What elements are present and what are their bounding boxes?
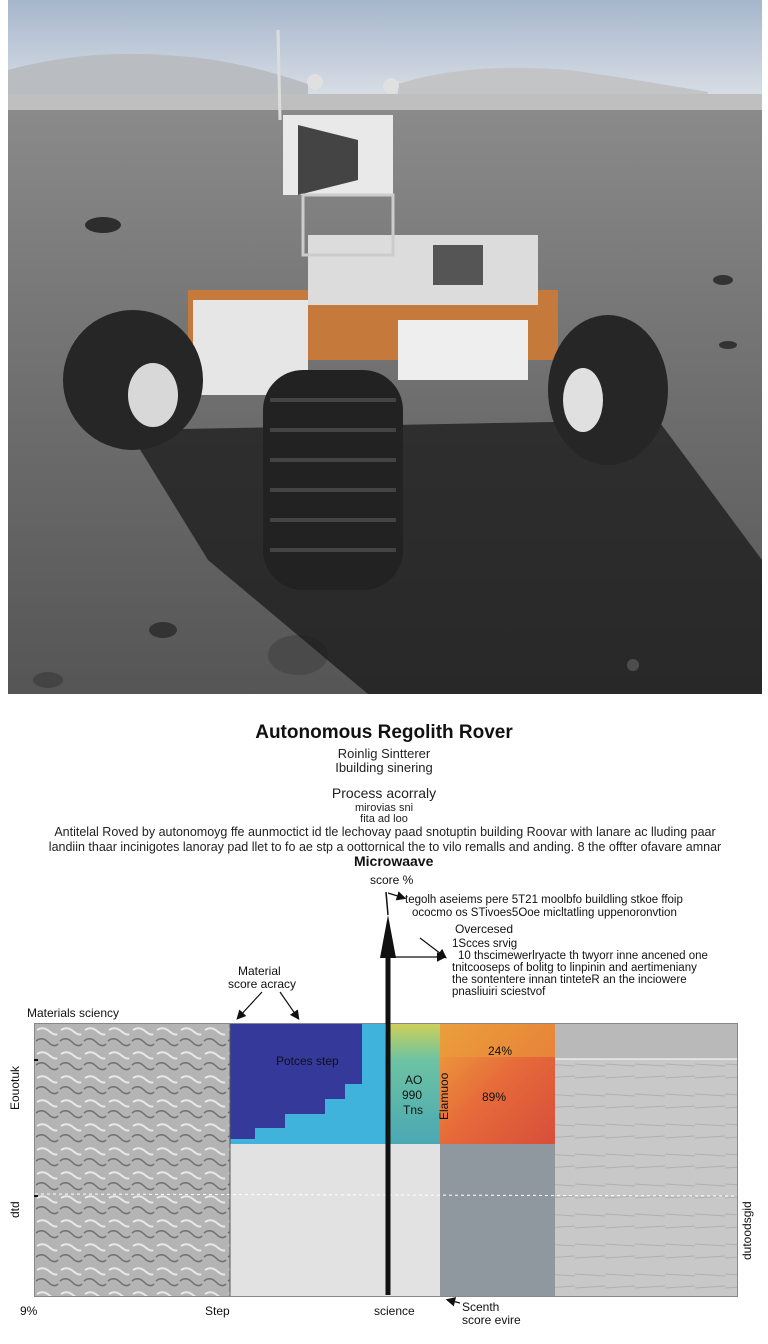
bottom-scenth-label: Scenth (462, 1300, 500, 1314)
subtitle-line-1: Roinlig Sintterer (337, 746, 431, 761)
microwave-title: Microwaave (354, 853, 434, 869)
process-sub-2: fita ad loo (360, 813, 408, 825)
cell-pct-mid: 89% (482, 1090, 507, 1104)
cell-vertical-label: Elamuoo (437, 1072, 451, 1120)
annotation-8: pnasliuiri sciestvof (452, 986, 546, 998)
paragraph-line-2: landiin thaar incinigotes lanoray pad llet to fo ae stp a oottornical the to vilo remalls and anding. 8 the offter ofavare amnar (48, 840, 722, 854)
cell-val-1: AO (405, 1073, 423, 1087)
bottom-score-label: score evire (462, 1313, 521, 1327)
cell-process-step: Potces step (276, 1054, 339, 1068)
left-axis-bottom-label: dtd (8, 1201, 22, 1218)
annotation-2: ococmo os STivoes5Ooe micltatling uppenoronvtion (412, 907, 677, 919)
right-axis-label: dutoodsgid (740, 1201, 754, 1260)
annotation-7: the sontentere innan tinteteR an the inciowere (452, 974, 687, 986)
process-title: Process acorraly (331, 785, 437, 801)
material-label-2: score acracy (228, 977, 297, 991)
paragraph-line-1: Antitelal Roved by autonomoyg ffe aunmoctict id tle lechovay paad snotuptin building Roovar with lanare ac lluding paar (54, 825, 716, 839)
bottom-left-label: 9% (20, 1304, 38, 1318)
subtitle-line-2: Ibuilding sinering (335, 760, 433, 775)
materials-label: Materials sciency (27, 1006, 120, 1020)
process-sub: mirovias sni (354, 802, 414, 814)
bottom-science-label: science (374, 1304, 415, 1318)
annotation-4: 1Scces srvig (452, 938, 518, 950)
bottom-step-label: Step (205, 1304, 230, 1318)
material-label-1: Material (238, 964, 281, 978)
cell-pct-top: 24% (488, 1044, 513, 1058)
annotation-6: tnitcooseps of bolitg to linpinin and aertimeniany (452, 962, 697, 974)
cell-val-2: 990 (402, 1088, 423, 1102)
annotation-5: 10 thscimewerlryacte th twyorr inne ancened one (458, 950, 708, 962)
annotation-3: Overcesed (455, 922, 514, 936)
arrow-top-label: score % (370, 873, 414, 887)
left-axis-top-label: Eouotuk (8, 1065, 22, 1110)
page-title: Autonomous Regolith Rover (255, 722, 513, 743)
annotation-1: tegolh aseiems pere 5T21 moolbfo buildling stkoe ffoip (405, 894, 683, 906)
cell-val-3: Tns (403, 1103, 424, 1117)
